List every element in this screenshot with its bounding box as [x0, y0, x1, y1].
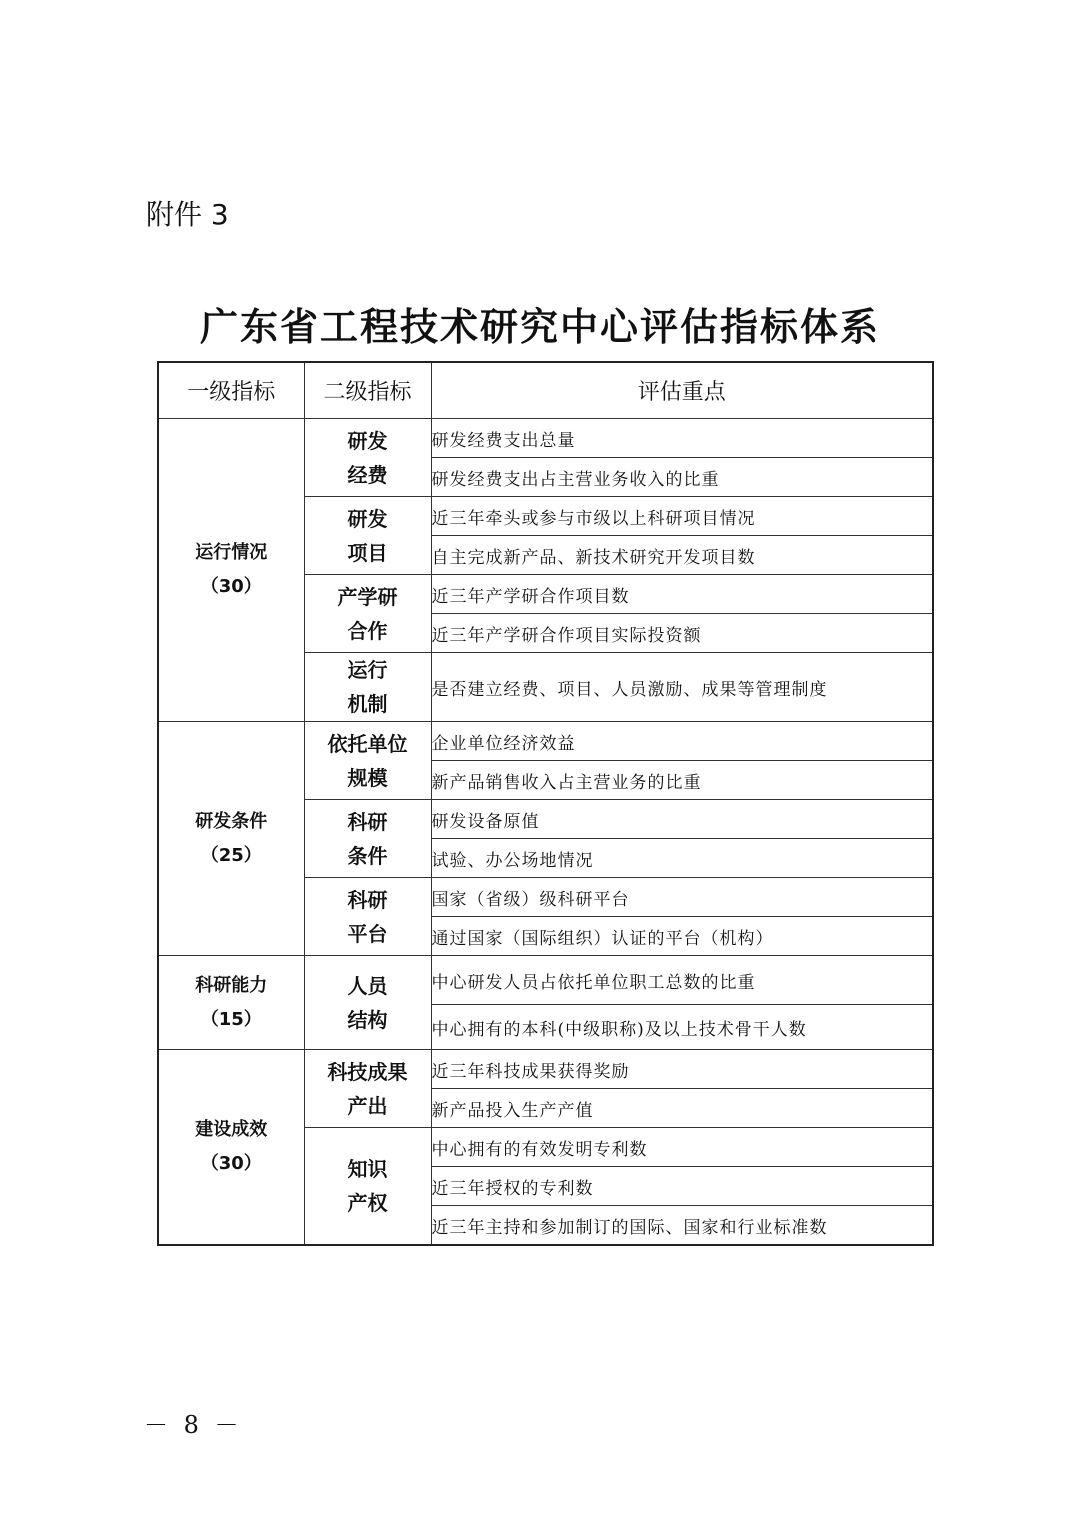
table-row	[158, 1050, 933, 1089]
focus-cell: 新产品销售收入占主营业务的比重	[431, 761, 933, 800]
level2-cell	[304, 419, 431, 497]
level1-name: 运行情况	[195, 542, 268, 563]
page-number: － 8 －	[144, 1411, 243, 1439]
focus-cell: 研发经费支出占主营业务收入的比重	[431, 458, 933, 497]
level1-score: （30）	[200, 1153, 262, 1174]
level2-name: 研发 项目	[347, 506, 388, 565]
table-row	[158, 419, 933, 458]
level2-cell	[304, 497, 431, 575]
level1-cell	[158, 419, 304, 722]
header-level2: 二级指标	[304, 362, 431, 419]
level2-cell	[304, 653, 431, 722]
level2-name: 依托单位 规模	[327, 731, 408, 790]
table-header-row	[158, 362, 933, 419]
level1-score: （30）	[200, 576, 262, 597]
level2-name: 产学研 合作	[337, 584, 398, 643]
level2-cell	[304, 800, 431, 878]
focus-cell: 中心研发人员占依托单位职工总数的比重	[431, 956, 933, 1005]
focus-cell: 企业单位经济效益	[431, 722, 933, 761]
focus-cell: 是否建立经费、项目、人员激励、成果等管理制度	[431, 653, 933, 722]
level2-cell	[304, 878, 431, 956]
focus-cell: 中心拥有的有效发明专利数	[431, 1128, 933, 1167]
level2-name: 研发 经费	[347, 428, 388, 487]
level2-name: 科技成果 产出	[327, 1059, 408, 1118]
level2-name: 科研 平台	[347, 887, 388, 946]
attachment-label: 附件 3	[146, 198, 229, 231]
focus-cell: 研发经费支出总量	[431, 419, 933, 458]
focus-cell: 研发设备原值	[431, 800, 933, 839]
focus-cell: 近三年产学研合作项目数	[431, 575, 933, 614]
focus-cell: 国家（省级）级科研平台	[431, 878, 933, 917]
focus-cell: 自主完成新产品、新技术研究开发项目数	[431, 536, 933, 575]
level2-cell	[304, 1128, 431, 1246]
level1-name: 研发条件	[195, 810, 268, 832]
level1-cell	[158, 1050, 304, 1246]
header-focus: 评估重点	[431, 362, 933, 419]
header-level1: 一级指标	[158, 362, 304, 419]
level1-name: 建设成效	[195, 1119, 268, 1140]
focus-cell: 新产品投入生产产值	[431, 1089, 933, 1128]
table-row	[158, 722, 933, 761]
focus-cell: 中心拥有的本科(中级职称)及以上技术骨干人数	[431, 1005, 933, 1050]
focus-cell: 通过国家（国际组织）认证的平台（机构）	[431, 917, 933, 956]
focus-cell: 试验、办公场地情况	[431, 839, 933, 878]
level2-cell	[304, 1050, 431, 1128]
level2-cell	[304, 956, 431, 1050]
level2-cell	[304, 722, 431, 800]
level2-name: 知识 产权	[347, 1157, 388, 1215]
table-row	[158, 956, 933, 1005]
level1-name: 科研能力	[195, 974, 268, 996]
focus-cell: 近三年产学研合作项目实际投资额	[431, 614, 933, 653]
focus-cell: 近三年科技成果获得奖励	[431, 1050, 933, 1089]
level1-score: （15）	[200, 1008, 262, 1030]
level2-name: 运行 机制	[347, 658, 388, 716]
focus-cell: 近三年主持和参加制订的国际、国家和行业标准数	[431, 1206, 933, 1246]
level1-cell	[158, 722, 304, 956]
level1-cell	[158, 956, 304, 1050]
focus-cell: 近三年牵头或参与市级以上科研项目情况	[431, 497, 933, 536]
evaluation-index-table	[157, 361, 934, 1246]
level2-name: 科研 条件	[347, 809, 388, 868]
page-title: 广东省工程技术研究中心评估指标体系	[199, 305, 880, 349]
level1-score: （25）	[200, 844, 262, 866]
level2-name: 人员 结构	[347, 973, 388, 1032]
focus-cell: 近三年授权的专利数	[431, 1167, 933, 1206]
level2-cell	[304, 575, 431, 653]
